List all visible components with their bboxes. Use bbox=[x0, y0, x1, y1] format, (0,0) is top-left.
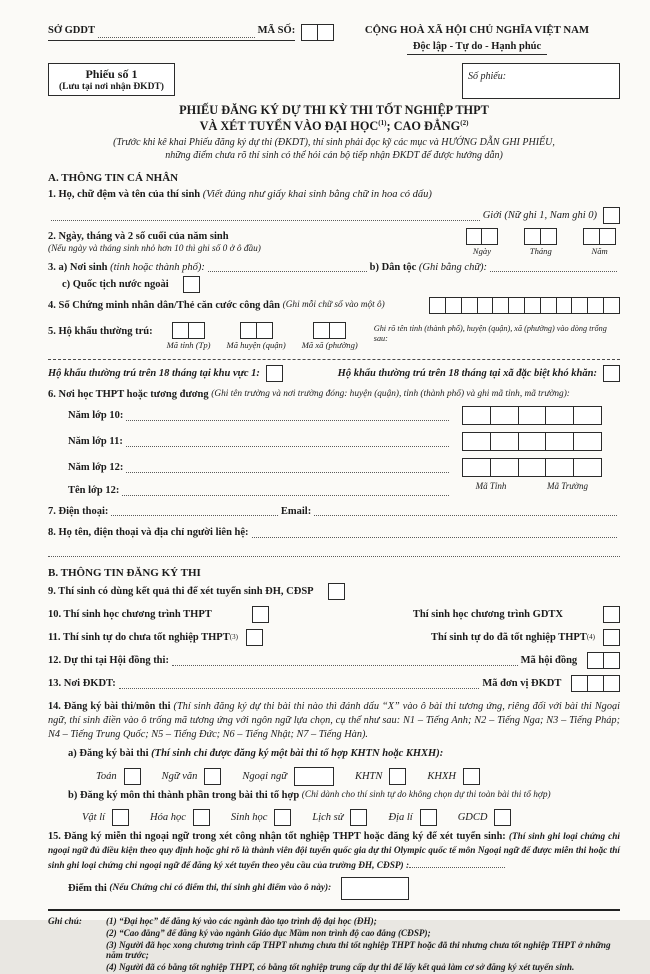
gender-label: Giới (Nữ ghi 1, Nam ghi 0) bbox=[482, 210, 597, 222]
item15-paragraph bbox=[48, 830, 620, 873]
item14a-label: a) Đăng ký bài thi bbox=[68, 747, 149, 759]
item14b-header bbox=[68, 789, 620, 802]
item1-label: 1. Họ, chữ đệm và tên của thí sinh bbox=[48, 189, 201, 201]
council-code-label: Mã hội đồng bbox=[520, 655, 578, 667]
subject-vatli-label: Vật lí bbox=[82, 811, 106, 823]
residence-duration-row bbox=[48, 365, 620, 382]
department-line bbox=[48, 24, 334, 41]
item14a-header bbox=[68, 747, 620, 760]
item11b-cell[interactable] bbox=[603, 629, 620, 646]
input-cell[interactable] bbox=[490, 458, 519, 477]
subject-sinhhoc-label: Sinh học bbox=[230, 811, 268, 823]
item5-label: 5. Hộ khẩu thường trú: bbox=[48, 326, 153, 338]
grade10-code-cells bbox=[462, 406, 602, 425]
grade12-write-line[interactable] bbox=[126, 463, 449, 473]
class12-write-line[interactable] bbox=[122, 486, 449, 496]
input-cell[interactable] bbox=[301, 24, 318, 41]
section-b-heading: B. THÔNG TIN ĐĂNG KÝ THI bbox=[48, 567, 201, 580]
grade11-code-cells bbox=[462, 432, 602, 451]
item9-cell[interactable] bbox=[328, 583, 345, 600]
grade11-label: Năm lớp 11: bbox=[68, 436, 123, 448]
input-cell[interactable] bbox=[256, 322, 273, 339]
subject-sinhhoc-cell[interactable] bbox=[274, 809, 291, 826]
footer-divider bbox=[48, 909, 620, 911]
subject-lichsu-cell[interactable] bbox=[350, 809, 367, 826]
district-code-cells bbox=[240, 322, 273, 339]
score-box[interactable] bbox=[341, 877, 409, 900]
item10-row bbox=[48, 606, 620, 623]
title-sup2: (2) bbox=[460, 118, 469, 127]
form-title bbox=[48, 103, 620, 135]
email-label: Email: bbox=[280, 505, 312, 517]
input-cell[interactable] bbox=[545, 406, 574, 425]
input-cell[interactable] bbox=[587, 297, 604, 314]
ma-so-cells bbox=[301, 24, 334, 41]
input-cell[interactable] bbox=[461, 297, 478, 314]
item3c-row bbox=[62, 276, 620, 293]
form-instructions bbox=[48, 137, 620, 162]
input-cell[interactable] bbox=[583, 228, 600, 245]
motto-line1: CỘNG HOÀ XÃ HỘI CHỦ NGHĨA VIỆT NAM bbox=[364, 24, 590, 36]
school-history-grid bbox=[68, 403, 620, 501]
item11a-label: 11. Thí sinh tự do chưa tốt nghiệp THPT bbox=[48, 632, 230, 644]
input-cell[interactable] bbox=[524, 228, 541, 245]
input-cell[interactable] bbox=[466, 228, 483, 245]
class12-label: Tên lớp 12: bbox=[68, 485, 120, 497]
item8-row bbox=[48, 526, 620, 539]
item14-note: (Thí sinh đăng ký dự thi bài thi nào thì đánh dấu “X” vào ô bài thi tương ứng, riêng đối với bài thi Ngoại ngữ, thí sinh điền vào ô trống mã tương ứng với ngôn ngữ lựa chọn, cụ thể như sau: N1 – Tiếng Anh; N2 – Tiếng Nga; N3 – Tiếng Pháp; N4 – Tiếng Trung Quốc; N5 – Tiếng Đức; N6 – Tiếng Nhật; N7 – Tiếng Hàn). bbox=[48, 701, 620, 741]
item10a-cell[interactable] bbox=[252, 606, 269, 623]
subject-khtn-cell[interactable] bbox=[389, 768, 406, 785]
footnote-4: (4) Người đã có bằng tốt nghiệp THPT, có bằng tốt nghiệp trung cấp dự thi để lấy kết quả làm cơ sở đăng ký xét tuyển sinh. bbox=[106, 962, 575, 973]
subject-gdcd-cell[interactable] bbox=[494, 809, 511, 826]
item14a-subjects-row bbox=[96, 767, 620, 786]
form-header bbox=[48, 24, 620, 55]
item13-row bbox=[48, 675, 620, 692]
item3c-label: c) Quốc tịch nước ngoài bbox=[62, 278, 169, 290]
score-note: (Nếu Chứng chỉ có điểm thi, thí sinh ghi điểm vào ô này): bbox=[109, 882, 332, 893]
input-cell[interactable] bbox=[571, 675, 588, 692]
grade12-code-cells bbox=[462, 458, 602, 477]
birth-day-cells bbox=[466, 228, 499, 245]
input-cell[interactable] bbox=[540, 228, 557, 245]
subject-nguvan-cell[interactable] bbox=[204, 768, 221, 785]
dkdt-code-cells bbox=[571, 675, 620, 692]
footnote-3: (3) Người đã học xong chương trình cấp THPT nhưng chưa thi tốt nghiệp THPT hoặc đã thi nhưng chưa tốt nghiệp THPT ở những năm trước; bbox=[106, 940, 611, 961]
item3b-label: b) Dân tộc bbox=[369, 261, 417, 273]
council-code-cells bbox=[587, 652, 620, 669]
input-cell[interactable] bbox=[462, 458, 491, 477]
item3b-note: (Ghi bằng chữ): bbox=[418, 261, 488, 273]
input-cell[interactable] bbox=[545, 458, 574, 477]
birth-year-label: Năm bbox=[591, 246, 608, 257]
birth-month-label: Tháng bbox=[529, 246, 552, 257]
input-cell[interactable] bbox=[573, 458, 602, 477]
subject-khxh-label: KHXH bbox=[427, 770, 456, 782]
grade12-label: Năm lớp 12: bbox=[68, 462, 124, 474]
form-title-line2 bbox=[48, 119, 620, 135]
grade10-write-line[interactable] bbox=[126, 411, 449, 421]
subject-ngoaingu-label: Ngoại ngữ bbox=[242, 770, 287, 782]
input-cell[interactable] bbox=[492, 297, 509, 314]
section-a-heading: A. THÔNG TIN CÁ NHÂN bbox=[48, 172, 179, 185]
input-cell[interactable] bbox=[172, 322, 189, 339]
instruction-line1: (Trước khi kê khai Phiếu đăng ký dự thi (ĐKDT), thí sinh phải đọc kỹ các mục và HƯỚNG DẪN GHI PHIẾU, bbox=[113, 137, 555, 149]
subject-toan-label: Toán bbox=[96, 770, 117, 782]
subject-ngoaingu-cell[interactable] bbox=[294, 767, 334, 786]
email-write-line[interactable] bbox=[314, 507, 617, 517]
input-cell[interactable] bbox=[462, 406, 491, 425]
item14b-note: (Chỉ dành cho thí sinh tự do không chọn dự thi toàn bài thi tổ hợp) bbox=[301, 789, 551, 800]
item4-label: 4. Số Chứng minh nhân dân/Thẻ căn cước công dân bbox=[48, 299, 280, 311]
serial-number-field[interactable] bbox=[462, 63, 620, 99]
input-cell[interactable] bbox=[518, 458, 547, 477]
grade10-label: Năm lớp 10: bbox=[68, 410, 124, 422]
commune-code-label: Mã xã (phường) bbox=[301, 340, 358, 351]
item4-note: (Ghi mỗi chữ số vào một ô) bbox=[282, 299, 385, 310]
footnotes-label: Ghi chú: bbox=[48, 916, 82, 927]
subject-lichsu-label: Lịch sử bbox=[312, 811, 344, 823]
item3a-label: 3. a) Nơi sinh bbox=[48, 261, 108, 273]
score-label: Điểm thi bbox=[68, 883, 107, 895]
item6-note: (Ghi tên trường và nơi trường đóng: huyện (quận), tỉnh (thành phố) và ghi mã tỉnh, mã trường): bbox=[211, 388, 570, 399]
input-cell[interactable] bbox=[317, 24, 334, 41]
input-cell[interactable] bbox=[477, 297, 494, 314]
input-cell[interactable] bbox=[481, 228, 498, 245]
input-cell[interactable] bbox=[524, 297, 541, 314]
dbkk-cell[interactable] bbox=[603, 365, 620, 382]
input-cell[interactable] bbox=[429, 297, 446, 314]
gender-cell[interactable] bbox=[603, 207, 620, 224]
residence-write-line[interactable] bbox=[48, 358, 620, 360]
birth-day-label: Ngày bbox=[472, 246, 492, 257]
dkdt-code-label: Mã đơn vị ĐKDT bbox=[482, 678, 562, 690]
input-cell[interactable] bbox=[587, 675, 604, 692]
footnotes bbox=[48, 916, 620, 974]
ma-so-label: MÃ SỐ: bbox=[257, 25, 296, 37]
commune-code-cells bbox=[313, 322, 346, 339]
subject-gdcd-label: GDCD bbox=[457, 811, 488, 823]
input-cell[interactable] bbox=[556, 297, 573, 314]
subject-diali-cell[interactable] bbox=[420, 809, 437, 826]
item7-row bbox=[48, 505, 620, 518]
subject-khtn-label: KHTN bbox=[354, 770, 383, 782]
item14-intro bbox=[48, 700, 620, 743]
item11-row bbox=[48, 629, 620, 646]
input-cell[interactable] bbox=[603, 675, 620, 692]
item2-row bbox=[48, 228, 620, 257]
birth-month-cells bbox=[524, 228, 557, 245]
item1-note: (Viết đúng như giấy khai sinh bằng chữ in hoa có dấu) bbox=[202, 189, 432, 201]
sheet-number-title: Phiếu số 1 bbox=[85, 67, 138, 81]
input-cell[interactable] bbox=[462, 432, 491, 451]
contact-label: 8. Họ tên, điện thoại và địa chỉ người liên hệ: bbox=[48, 527, 249, 539]
national-motto bbox=[334, 24, 620, 55]
phone-write-line[interactable] bbox=[111, 507, 278, 517]
serial-number-label: Số phiếu: bbox=[468, 71, 507, 82]
input-cell[interactable] bbox=[587, 652, 604, 669]
province-code-label: Mã tỉnh (Tp) bbox=[166, 340, 211, 351]
item9-label: 9. Thí sinh có dùng kết quả thi để xét tuyển sinh ĐH, CĐSP bbox=[48, 586, 314, 598]
item14b-subjects-row bbox=[82, 809, 620, 826]
item6-header bbox=[48, 388, 620, 401]
item3-row bbox=[48, 261, 620, 274]
input-cell[interactable] bbox=[313, 322, 330, 339]
input-cell[interactable] bbox=[490, 432, 519, 451]
item12-row bbox=[48, 652, 620, 669]
certificate-write-line[interactable] bbox=[409, 858, 505, 868]
item10b-cell[interactable] bbox=[603, 606, 620, 623]
item5-note: Ghi rõ tên tỉnh (thành phố), huyện (quận), xã (phường) vào dòng trống sau: bbox=[373, 324, 607, 344]
input-cell[interactable] bbox=[603, 652, 620, 669]
input-cell[interactable] bbox=[445, 297, 462, 314]
birthplace-write-line[interactable] bbox=[208, 263, 367, 273]
ethnicity-write-line[interactable] bbox=[490, 263, 617, 273]
grade11-write-line[interactable] bbox=[126, 437, 449, 447]
input-cell[interactable] bbox=[329, 322, 346, 339]
input-cell[interactable] bbox=[540, 297, 557, 314]
birth-year-cells bbox=[583, 228, 616, 245]
subject-hoahoc-label: Hóa học bbox=[150, 811, 186, 823]
item6-label: 6. Nơi học THPT hoặc tương đương bbox=[48, 388, 209, 400]
phone-label: 7. Điện thoại: bbox=[48, 505, 109, 517]
item11a-sup: (3) bbox=[229, 633, 238, 642]
so-gddt-write-line[interactable] bbox=[98, 28, 255, 38]
item14b-label: b) Đăng ký môn thi thành phần trong bài thi tổ hợp bbox=[68, 789, 300, 801]
district-code-label: Mã huyện (quận) bbox=[226, 340, 286, 351]
item3a-note: (tỉnh hoặc thành phố): bbox=[110, 261, 205, 273]
province-code-cells bbox=[172, 322, 205, 339]
school-code-caption: Mã Trường bbox=[547, 480, 588, 491]
input-cell[interactable] bbox=[599, 228, 616, 245]
motto-line2: Độc lập - Tự do - Hạnh phúc bbox=[407, 40, 547, 55]
dbkk-label: Hộ khẩu thường trú trên 18 tháng tại xã đặc biệt khó khăn: bbox=[337, 367, 597, 379]
score-row bbox=[68, 877, 620, 900]
subject-diali-label: Địa lí bbox=[388, 811, 413, 823]
sheet-number-note: (Lưu tại nơi nhận ĐKDT) bbox=[59, 82, 164, 92]
item2-label: 2. Ngày, tháng và 2 số cuối của năm sinh bbox=[48, 230, 229, 242]
title-sup1: (1) bbox=[378, 118, 387, 127]
input-cell[interactable] bbox=[573, 406, 602, 425]
item15-label: 15. Đăng ký miễn thi ngoại ngữ trong xét công nhận tốt nghiệp THPT hoặc đăng ký để xét tuyển sinh: bbox=[48, 830, 506, 842]
input-cell[interactable] bbox=[545, 432, 574, 451]
footnote-1: (1) “Đại học” để đăng ký vào các ngành đào tạo trình độ đại học (ĐH); bbox=[106, 916, 377, 927]
item10b-label: Thí sinh học chương trình GDTX bbox=[412, 609, 563, 621]
item1-name-row bbox=[48, 207, 620, 224]
subject-hoahoc-cell[interactable] bbox=[193, 809, 210, 826]
foreign-nationality-cell[interactable] bbox=[183, 276, 200, 293]
item14-label: 14. Đăng ký bài thi/môn thi bbox=[48, 701, 171, 713]
input-cell[interactable] bbox=[188, 322, 205, 339]
title-line2-a: VÀ XÉT TUYỂN VÀO ĐẠI HỌC bbox=[199, 119, 379, 134]
item2-note: (Nếu ngày và tháng sinh nhỏ hơn 10 thì ghi số 0 ở ô đầu) bbox=[48, 243, 261, 254]
province-code-caption: Mã Tỉnh bbox=[475, 480, 507, 491]
form-title-line1: PHIẾU ĐĂNG KÝ DỰ THI KỲ THI TỐT NGHIỆP THPT bbox=[179, 103, 489, 117]
input-cell[interactable] bbox=[508, 297, 525, 314]
input-cell[interactable] bbox=[518, 406, 547, 425]
so-gddt-label: SỞ GDDT bbox=[48, 25, 95, 37]
input-cell[interactable] bbox=[573, 432, 602, 451]
item9-row bbox=[48, 583, 620, 600]
item5-row bbox=[48, 322, 620, 351]
sheet-number-box bbox=[48, 63, 175, 96]
kv1-cell[interactable] bbox=[266, 365, 283, 382]
item10a-label: 10. Thí sinh học chương trình THPT bbox=[48, 609, 212, 621]
item8-row2 bbox=[48, 547, 620, 557]
item11a-cell[interactable] bbox=[246, 629, 263, 646]
footnote-2: (2) “Cao đẳng” để đăng ký vào ngành Giáo dục Mầm non trình độ cao đẳng (CĐSP); bbox=[106, 928, 431, 939]
input-cell[interactable] bbox=[603, 297, 620, 314]
input-cell[interactable] bbox=[490, 406, 519, 425]
subject-khxh-cell[interactable] bbox=[463, 768, 480, 785]
full-name-write-line[interactable] bbox=[51, 211, 480, 221]
kv1-label: Hộ khẩu thường trú trên 18 tháng tại khu vực 1: bbox=[48, 367, 260, 379]
input-cell[interactable] bbox=[571, 297, 588, 314]
input-cell[interactable] bbox=[240, 322, 257, 339]
subject-toan-cell[interactable] bbox=[124, 768, 141, 785]
council-write-line[interactable] bbox=[172, 656, 518, 666]
item11b-label: Thí sinh tự do đã tốt nghiệp THPT bbox=[431, 632, 587, 644]
item11b-sup: (4) bbox=[586, 633, 595, 642]
contact-write-line2[interactable] bbox=[48, 547, 620, 557]
subject-vatli-cell[interactable] bbox=[112, 809, 129, 826]
id-number-cells bbox=[429, 297, 620, 314]
subject-nguvan-label: Ngữ văn bbox=[161, 770, 198, 782]
contact-write-line1[interactable] bbox=[252, 528, 617, 538]
item15-note: (Thí sinh ghi loại chứng chỉ ngoại ngữ đủ điều kiện theo quy định hoặc ghi rõ là thành viên đội tuyển quốc gia dự thi Olympic quốc tế môn Ngoại ngữ để được miễn thi hoặc thí sinh ghi loại chứng chỉ ngoại ngữ để đăng ký xét tuyển theo yêu cầu của trường ĐH, CĐSP) : bbox=[48, 831, 620, 872]
title-line2-b: ; CAO ĐẲNG bbox=[386, 119, 461, 134]
item14a-note: (Thí sinh chỉ được đăng ký một bài thi tổ hợp KHTN hoặc KHXH): bbox=[151, 747, 444, 759]
item13-label: 13. Nơi ĐKDT: bbox=[48, 678, 116, 690]
item12-label: 12. Dự thi tại Hội đồng thi: bbox=[48, 655, 169, 667]
item4-row bbox=[48, 297, 620, 314]
instruction-line2: những điểm chưa rõ thí sinh có thể hỏi cán bộ tiếp nhận ĐKDT để được hướng dẫn) bbox=[165, 149, 503, 161]
dkdt-write-line[interactable] bbox=[119, 679, 480, 689]
input-cell[interactable] bbox=[518, 432, 547, 451]
item1-row bbox=[48, 188, 620, 201]
